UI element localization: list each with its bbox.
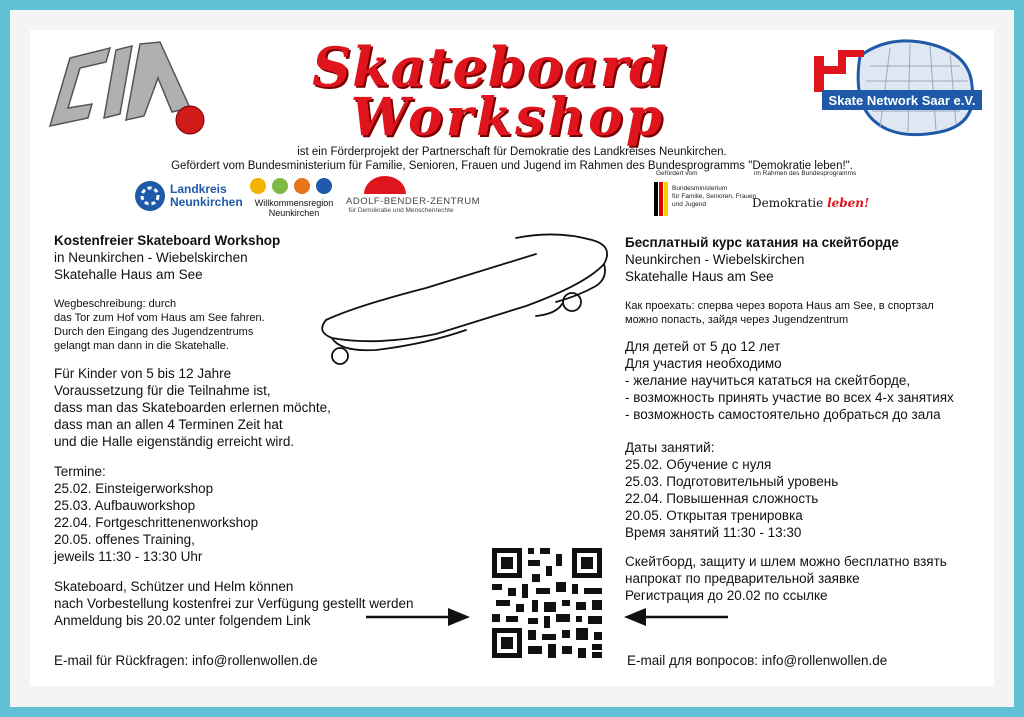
skateboard-illustration [316,224,616,374]
bm-rahmen-label: im Rahmen des Bundesprogramms [754,170,857,177]
german-email[interactable]: E-mail für Rückfragen: info@rollenwollen.de [54,653,318,668]
abz-sun-icon [362,176,408,194]
svg-text:CIA: CIA [40,38,42,39]
demokratie-leben-logo: Demokratie leben! [752,196,870,210]
german-flag-icon [654,182,668,216]
arrow-right-icon [366,606,472,628]
intro-line-2: Gefördert vom Bundesministerium für Familie, Senioren, Frauen und Jugend im Rahmen des Bundesprogramms "Demokratie leben!". [171,160,853,172]
german-directions: Wegbeschreibung: durch das Tor zum Hof vom Haus am See fahren. Durch den Eingang des Jugendzentrums gelangt man dann in die Skatehalle. [54,298,265,352]
russian-directions: Как проехать: сперва через ворота Haus am See, в спортзал можно попасть, зайдя через Jugendzentrum [625,300,934,326]
russian-dates: Даты занятий: 25.02. Обучение с нуля 25.03. Подготовительный уровень 22.04. Повышенная сложность 20.05. Открытая тренировка Время занятий 11:30 - 13:30 [625,440,839,540]
willkommensregion-text: Willkommensregion Neunkirchen [254,198,334,218]
russian-intro: Бесплатный курс катания на скейтборде Neunkirchen - Wiebelskirchen Skatehalle Haus am See [625,235,899,284]
german-intro: Kostenfreier Skateboard Workshop in Neunkirchen - Wiebelskirchen Skatehalle Haus am See [54,233,281,282]
landkreis-icon [134,180,166,212]
arrow-left-icon [622,606,728,628]
russian-conditions: Для детей от 5 до 12 лет Для участия необходимо - желание научиться кататься на скейтборде, - возможность принять участие во всех 4-х занятиях - возможность самостоятельно добраться до зала [625,339,954,422]
title-line-1: Skateboard [312,35,668,99]
title-line-2: Workshop [350,87,666,148]
bm-logo-text: Bundesministerium für Familie, Senioren, Frauen und Jugend [672,185,757,208]
german-equipment: Skateboard, Schützer und Helm können nach Vorbestellung kostenfrei zur Verfügung gestellt werden Anmeldung bis 20.02 unter folgendem Link [54,579,414,628]
cia-logo [40,38,216,144]
svg-text:Skate Network Saar e.V.: Skate Network Saar e.V. [828,93,976,108]
skate-network-logo [800,36,990,142]
intro-line-1: ist ein Förderprojekt der Partnerschaft für Demokratie des Landkreises Neunkirchen. [297,146,727,158]
abz-logo-text: ADOLF-BENDER-ZENTRUM für Demokratie und Menschenrechte [346,196,481,214]
landkreis-logo-text: Landkreis Neunkirchen [170,182,243,209]
german-dates: Termine: 25.02. Einsteigerworkshop 25.03. Aufbauworkshop 22.04. Fortgeschrittenenworkshop 20.05. offenes Training, jeweils 11:30 - 13:30 Uhr [54,464,259,564]
bm-gefoerdert-label: Gefördert vom [656,170,698,177]
qr-code[interactable] [488,544,606,662]
russian-heading: Бесплатный курс катания на скейтборде [625,235,899,250]
german-heading: Kostenfreier Skateboard Workshop [54,233,281,248]
willkommensregion-icon [248,176,340,196]
russian-email[interactable]: E-mail для вопросов: info@rollenwollen.de [627,653,888,668]
russian-equipment: Скейтборд, защиту и шлем можно бесплатно взять напрокат по предварительной заявке Регистрация до 20.02 по ссылке [625,554,947,603]
german-conditions: Für Kinder von 5 bis 12 Jahre Voraussetzung für die Teilnahme ist, dass man das Skateboarden erlernen möchte, dass man an allen 4 Terminen Zeit hat und die Halle eigenständig erreicht wird. [54,366,331,449]
